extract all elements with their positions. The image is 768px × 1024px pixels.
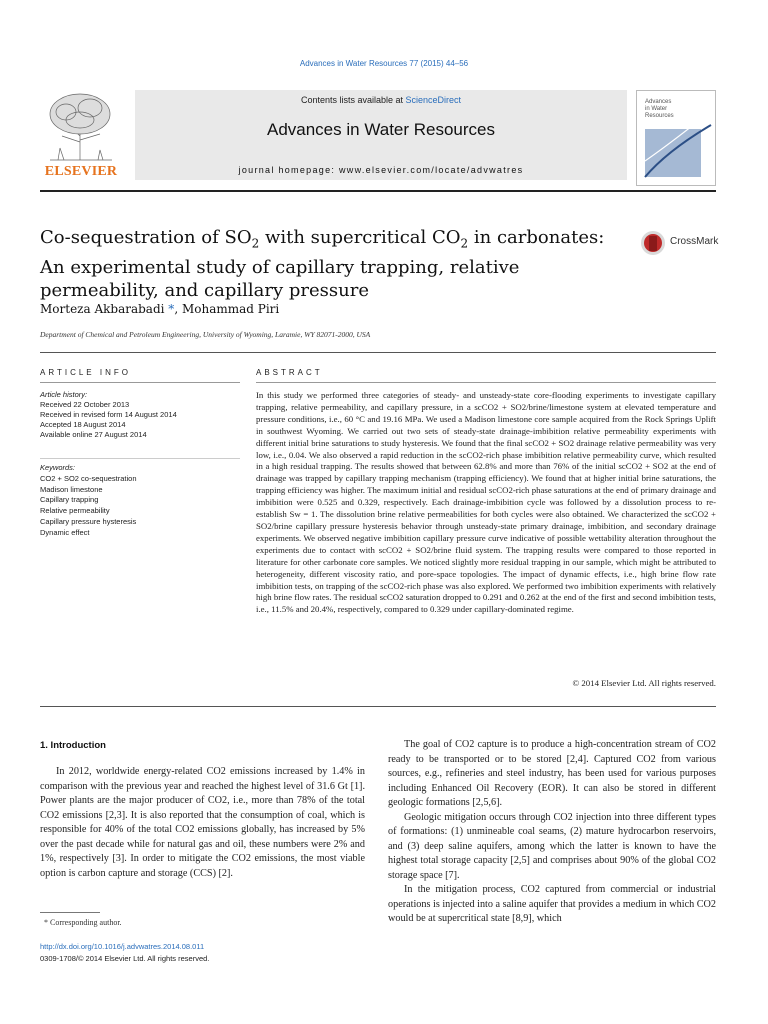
article-info-heading: ARTICLE INFO <box>40 368 131 377</box>
keyword-item: Capillary pressure hysteresis <box>40 516 137 526</box>
crossmark-badge[interactable] <box>640 230 720 254</box>
keyword-item: Capillary trapping <box>40 495 99 505</box>
keywords-rule <box>40 458 240 459</box>
body-paragraph: The goal of CO2 capture is to produce a high-concentration stream of CO2 ready to be transported or to be stored [2,4]. Captured CO2 from various sources, e.g., refineries and steel industry, has been used for various purposes including Enhanced Oil Recovery (EOR). It can also be stored in different geologic formations [2,5,6]. <box>388 739 716 808</box>
body-column-left <box>40 765 365 881</box>
elsevier-tree-icon <box>40 90 122 162</box>
body-column-right <box>388 738 716 927</box>
abstract-copyright: © 2014 Elsevier Ltd. All rights reserved. <box>572 678 716 688</box>
keyword-item: Dynamic effect <box>40 527 90 537</box>
journal-banner <box>135 90 627 180</box>
keywords-label: Keywords: <box>40 463 76 472</box>
cover-art-icon <box>637 91 717 187</box>
author-list <box>40 302 279 316</box>
history-item: Received in revised form 14 August 2014 <box>40 410 177 419</box>
article-title: Co-sequestration of $SO_2$ with supercritical $CO_2$ in carbonates: An experimental study of capillary trapping, relative permeability, and capillary pressure <box>40 227 605 301</box>
author-name[interactable]: Mohammad Piri <box>181 302 280 316</box>
history-item: Received 22 October 2013 <box>40 400 130 409</box>
author-affiliation: Department of Chemical and Petroleum Engineering, University of Wyoming, Laramie, WY 82071-2000, USA <box>40 330 371 339</box>
abstract-rule <box>256 382 716 383</box>
elsevier-logo[interactable] <box>40 90 122 186</box>
author-separator: , <box>174 302 182 316</box>
journal-homepage[interactable]: journal homepage: www.elsevier.com/locate/advwatres <box>238 165 524 175</box>
keyword-item: Relative permeability <box>40 506 110 516</box>
journal-reference[interactable]: Advances in Water Resources 77 (2015) 44–56 <box>299 59 469 68</box>
article-info-rule <box>40 382 240 383</box>
abstract-bottom-rule <box>40 706 716 707</box>
keyword-list <box>40 463 240 539</box>
history-item: Available online 27 August 2014 <box>40 430 147 439</box>
crossmark-label: CrossMark <box>670 236 719 247</box>
author-name[interactable]: Morteza Akbarabadi <box>40 302 165 316</box>
keyword-item: CO2 + SO2 co-sequestration <box>40 473 137 483</box>
body-paragraph: In the mitigation process, CO2 captured from commercial or industrial operations is injected into a saline aquifer that provides a medium in which CO2 would be at supercritical state [8,9], which <box>388 884 716 924</box>
keyword-item: Madison limestone <box>40 484 103 494</box>
cover-title: Advances in Water Resources <box>645 99 674 119</box>
title-rule <box>40 352 716 353</box>
abstract-text: In this study we performed three categories of steady- and unsteady-state core-flooding experiments to investigate capillary trapping, relative permeability, and capillary pressure, in a scCO2 + SO2/brine/limestone system at elevated temperature and pressure conditions, i.e., 60 °C and 19.16 MPa. We used a Madison limestone core sample acquired from the Rock Springs Uplift in southwest Wyoming. We carried out two sets of steady-state drainage-imbibition relative permeability experiments with different initial brine saturations to study hysteresis. We found that the final scCO2 + SO2 drainage relative permeability was very low, i.e., 0.04. We also observed a rapid reduction in the scCO2-rich phase imbibition relative permeability curve, which resulted in a high residual trapping. The results showed that between 62.8% and more than 76% of the initial scCO2 + SO2 at the end of drainage was trapped by capillary trapping mechanism (trapping efficiency). We found that at higher initial brine saturations, the trapping efficiency was higher. The maximum initial and residual scCO2-rich phase saturations at the end of primary drainage and imbibition were 0.525 and 0.329, respectively. Each drainage-imbibition cycle was followed by a dissolution process to re-establish Sw = 1. The dissolution brine relative permeabilities for both cycles were also obtained. We characterized the scCO2 + SO2/brine capillary pressure hysteresis behavior through unsteady-state primary drainage, imbibition, and secondary drainage experiments. We observed negative imbibition capillary pressure curve indicative of possible wettability alteration throughout the experiments due to contact with scCO2 + SO2/brine fluid system. The trapping results were compared to those reported in literature for other carbonate core samples. We noticed slightly more residual trapping in our sample, which might be attributed to heterogeneity, different viscosity ratio, and pore-space topologies. The impact of dynamic effects, i.e., high brine flow rate imbibition tests, on trapping of the scCO2-rich phase was also explored. We performed two imbibition experiments with relatively high brine flow rates. The residual scCO2 saturation dropped to 0.291 and 0.262 at the end of the first and second imbibition tests, i.e., 11.5% and 20.4%, respectively, compared to 0.329 under capillary-dominated regime. <box>256 390 716 615</box>
journal-title: Advances in Water Resources <box>266 120 496 139</box>
masthead <box>40 90 716 186</box>
publisher-name: ELSEVIER <box>44 164 118 179</box>
body-paragraph: In 2012, worldwide energy-related CO2 emissions increased by 1.4% in comparison with the previous year and reached the highest level of 31.6 Gt [1]. Power plants are the major producer of CO2, i.e., more than 78% of the total CO2 emissions [2,3]. It is also reported that the consumption of coal, which is responsible for 40% of the total CO2 emissions globally, has increased by 5% over the past decade while for natural gas and oil, these numbers were 2% and 1%, respectively [3]. In order to mitigate the CO2 emissions, the most viable option is carbon capture and storage (CCS) [2]. <box>40 766 365 879</box>
header-rule <box>40 190 716 192</box>
footnote-rule <box>40 912 100 913</box>
section-heading-introduction: 1. Introduction <box>40 740 106 751</box>
abstract-heading: ABSTRACT <box>256 368 323 377</box>
issn-copyright: 0309-1708/© 2014 Elsevier Ltd. All rights reserved. <box>40 954 210 963</box>
corresponding-author-marker[interactable]: * <box>164 302 175 316</box>
contents-line <box>135 95 627 105</box>
history-label: Article history: <box>40 390 88 399</box>
history-item: Accepted 18 August 2014 <box>40 420 126 429</box>
doi-link[interactable]: http://dx.doi.org/10.1016/j.advwatres.2014.08.011 <box>40 942 205 951</box>
article-history <box>40 390 240 440</box>
journal-cover-thumbnail[interactable] <box>636 90 716 186</box>
corresponding-author-footnote: * Corresponding author. <box>44 918 122 927</box>
body-paragraph: Geologic mitigation occurs through CO2 injection into three different types of formations: (1) unmineable coal seams, (2) mature hydrocarbon reservoirs, and (3) deep saline aquifers, among which the latter is known to have the highest total storage capacity [2,5] and comprises about 90% of the global CO2 storage space [7]. <box>388 811 716 881</box>
crossmark-icon <box>640 230 666 256</box>
contents-prefix: Contents lists available at <box>300 95 406 105</box>
sciencedirect-link[interactable]: ScienceDirect <box>405 95 462 105</box>
